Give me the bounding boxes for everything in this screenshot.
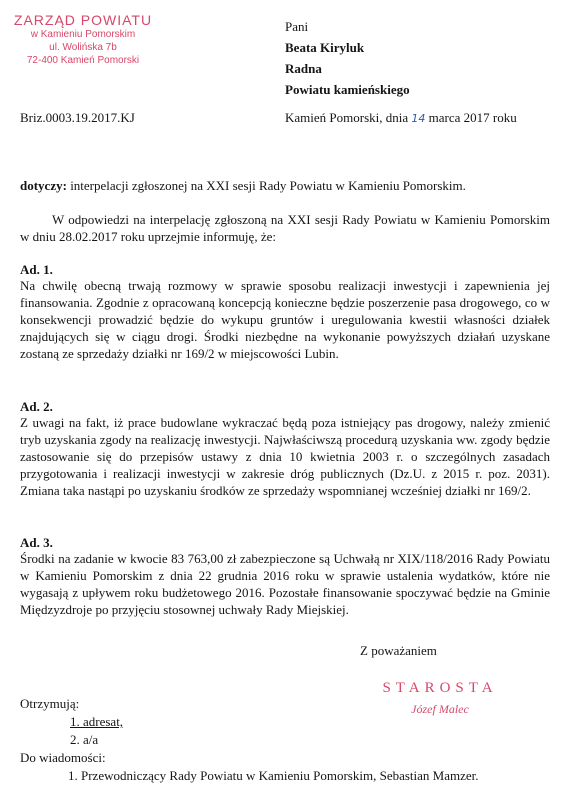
addressee-salutation: Pani [285,19,309,34]
addressee-organization: Powiatu kamieńskiego [285,82,410,97]
stamp-line: 72-400 Kamień Pomorski [26,55,140,66]
section-text-ad1: Na chwilę obecną trwają rozmowy w sprawie sposobu realizacji inwestycji i zapewnienia jej finansowania. Zgodnie z opracowaną koncepcją konieczne będzie poszerzenie pasa drogowego, co w konsekwencji prowadzić będzie do wykupu gruntów i uregulowania kwestii własności działek znajdujących się w ciągu drogi. Środki niezbędne na wykonanie powyższych działań uzyskane zostaną ze sprzedaży działki nr 169/2 w miejscowości Lubin. [20,278,550,361]
stamp-line: w Kamieniu Pomorskim [30,29,136,40]
subject-text: interpelacji zgłoszonej na XXI sesji Rady Powiatu w Kamieniu Pomorskim. [70,178,466,193]
closing-text: Z poważaniem [360,643,437,658]
intro-paragraph: W odpowiedzi na interpelację zgłoszoną na XXI sesji Rady Powiatu w Kamieniu Pomorskim w dniu 28.02.2017 roku uprzejmie informuję, że: [20,212,550,244]
recipient-item: 2. a/a [70,732,99,747]
stamp-line: ZARZĄD POWIATU [13,12,153,28]
signature-name: Józef Malec [411,702,469,716]
addressee-block [285,16,410,100]
date-line [285,110,517,126]
section-heading-ad2: Ad. 2. [20,399,53,414]
subject-line [20,178,550,194]
subject-label: dotyczy: [20,178,67,193]
cc-label: Do wiadomości: [20,750,106,765]
reference-number: Briz.0003.19.2017.KJ [20,110,135,125]
date-day: 14 [411,112,426,125]
section-heading-ad3: Ad. 3. [20,535,53,550]
stamp-line: ul. Wolińska 7b [49,42,117,53]
cc-item: 1. Przewodniczący Rady Powiatu w Kamieniu Pomorskim, Sebastian Mamzer. [68,768,479,783]
recipients-label: Otrzymują: [20,696,80,711]
section-text-ad3: Środki na zadanie w kwocie 83 763,00 zł zabezpieczone są Uchwałą nr XIX/118/2016 Rady Powiatu w Kamieniu Pomorskim z dnia 22 grudnia 2016 roku w sprawie ustalenia wydatków, które nie wygasają z upływem roku budżetowego 2016. Pozostałe finansowanie spoczywać będzie na Gminie Międzyzdroje po przyjęciu stosownej uchwały Rady Miejskiej. [20,551,550,617]
recipients-block [20,695,479,785]
addressee-role: Radna [285,61,322,76]
date-suffix: marca 2017 roku [428,110,517,125]
organization-stamp [8,12,158,67]
section-text-ad2: Z uwagi na fakt, iż prace budowlane wykraczać będą poza istniejący pas drogowy, należy zmienić tryb uzyskania zgody na realizację inwestycji. Najwłaściwszą procedurą uzyskania ww. zgody będzie zastosowanie się do przepisów ustawy z dnia 10 kwietnia 2003 r. o szczególnych zasadach przygotowania i realizacji inwestycji w zakresie dróg publicznych (Dz.U. z 2015 r. poz. 2031). Zmiana taka nastąpi po uzyskaniu środków ze sprzedaży wspomnianej wcześniej działki nr 169/2. [20,415,550,498]
section-heading-ad1: Ad. 1. [20,262,53,277]
signature-title: STAROSTA [382,680,498,696]
addressee-name: Beata Kiryluk [285,40,365,55]
recipient-item: 1. adresat, [70,714,124,729]
date-prefix: Kamień Pomorski, dnia [285,110,409,125]
